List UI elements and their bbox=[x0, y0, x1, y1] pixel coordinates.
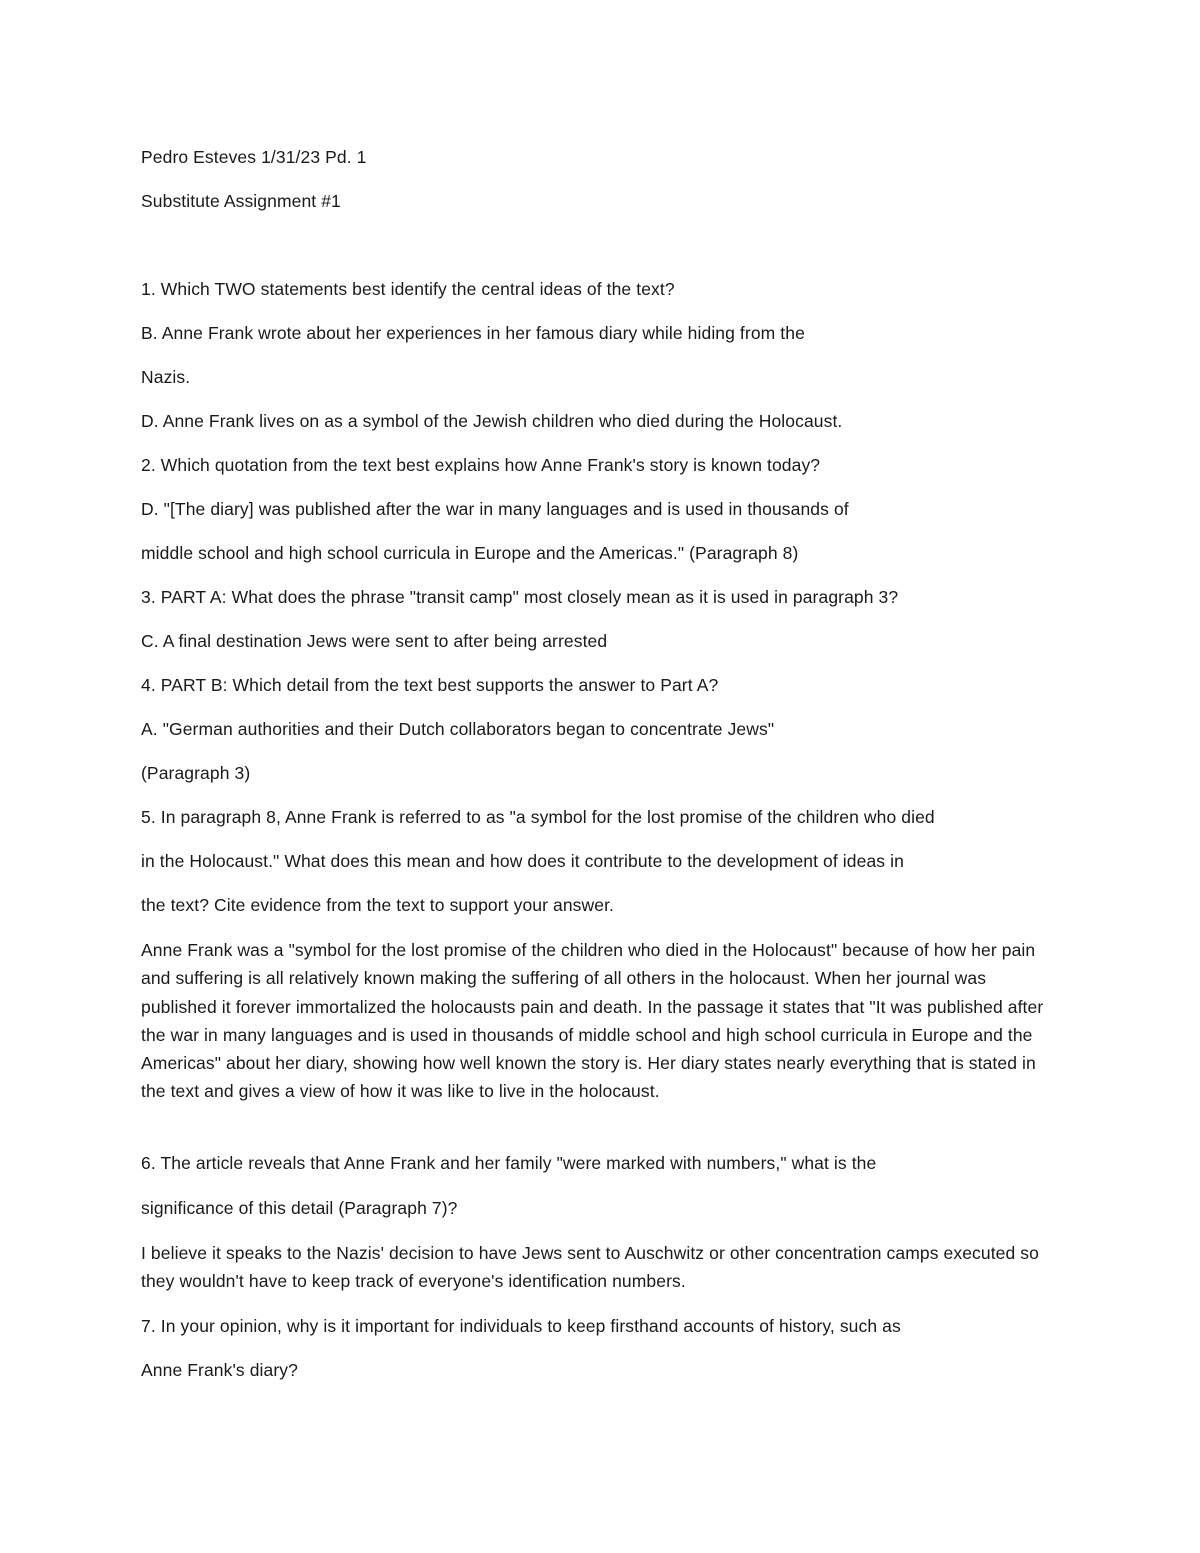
answer-1-line-3: D. Anne Frank lives on as a symbol of the Jewish children who died during the Holocaust. bbox=[141, 411, 843, 431]
question-5-line-3: the text? Cite evidence from the text to support your answer. bbox=[141, 895, 615, 915]
answer-4-line-1: A. "German authorities and their Dutch collaborators began to concentrate Jews" bbox=[141, 719, 775, 739]
assignment-title: Substitute Assignment #1 bbox=[141, 191, 341, 211]
answer-1-line-1: B. Anne Frank wrote about her experiences in her famous diary while hiding from the bbox=[141, 323, 805, 343]
answer-2-line-1: D. "[The diary] was published after the war in many languages and is used in thousands of bbox=[141, 499, 849, 519]
question-2: 2. Which quotation from the text best explains how Anne Frank's story is known today? bbox=[141, 455, 821, 475]
student-name-date: Pedro Esteves 1/31/23 Pd. 1 bbox=[141, 147, 367, 167]
question-5-line-2: in the Holocaust." What does this mean and how does it contribute to the development of ideas in bbox=[141, 851, 904, 871]
question-6-line-2: significance of this detail (Paragraph 7)? bbox=[141, 1198, 458, 1218]
question-1: 1. Which TWO statements best identify the central ideas of the text? bbox=[141, 279, 675, 299]
question-7-line-2: Anne Frank's diary? bbox=[141, 1360, 298, 1380]
answer-1-line-2: Nazis. bbox=[141, 367, 191, 387]
question-6-line-1: 6. The article reveals that Anne Frank and her family "were marked with numbers," what is the bbox=[141, 1153, 877, 1173]
answer-4-line-2: (Paragraph 3) bbox=[141, 763, 251, 783]
question-5-line-1: 5. In paragraph 8, Anne Frank is referred to as "a symbol for the lost promise of the children who died bbox=[141, 807, 935, 827]
question-4: 4. PART B: Which detail from the text best supports the answer to Part A? bbox=[141, 675, 719, 695]
question-3: 3. PART A: What does the phrase "transit camp" most closely mean as it is used in paragraph 3? bbox=[141, 587, 899, 607]
answer-3: C. A final destination Jews were sent to after being arrested bbox=[141, 631, 608, 651]
answer-2-line-2: middle school and high school curricula in Europe and the Americas." (Paragraph 8) bbox=[141, 543, 799, 563]
answer-6-paragraph: I believe it speaks to the Nazis' decision to have Jews sent to Auschwitz or other concentration camps executed so they wouldn't have to keep track of everyone's identification numbers. bbox=[141, 1243, 1039, 1292]
answer-5-paragraph: Anne Frank was a "symbol for the lost promise of the children who died in the Holocaust" because of how her pain and suffering is all relatively known making the suffering of all others in the holocaust. When her journal was published it forever immortalized the holocausts pain and death. In the passage it states that "It was published after the war in many languages and is used in thousands of middle school and high school curricula in Europe and the Americas" about her diary, showing how well known the story is. Her diary states nearly everything that is stated in the text and gives a view of how it was like to live in the holocaust. bbox=[141, 940, 1044, 1102]
question-7-line-1: 7. In your opinion, why is it important for individuals to keep firsthand accounts of history, such as bbox=[141, 1316, 901, 1336]
